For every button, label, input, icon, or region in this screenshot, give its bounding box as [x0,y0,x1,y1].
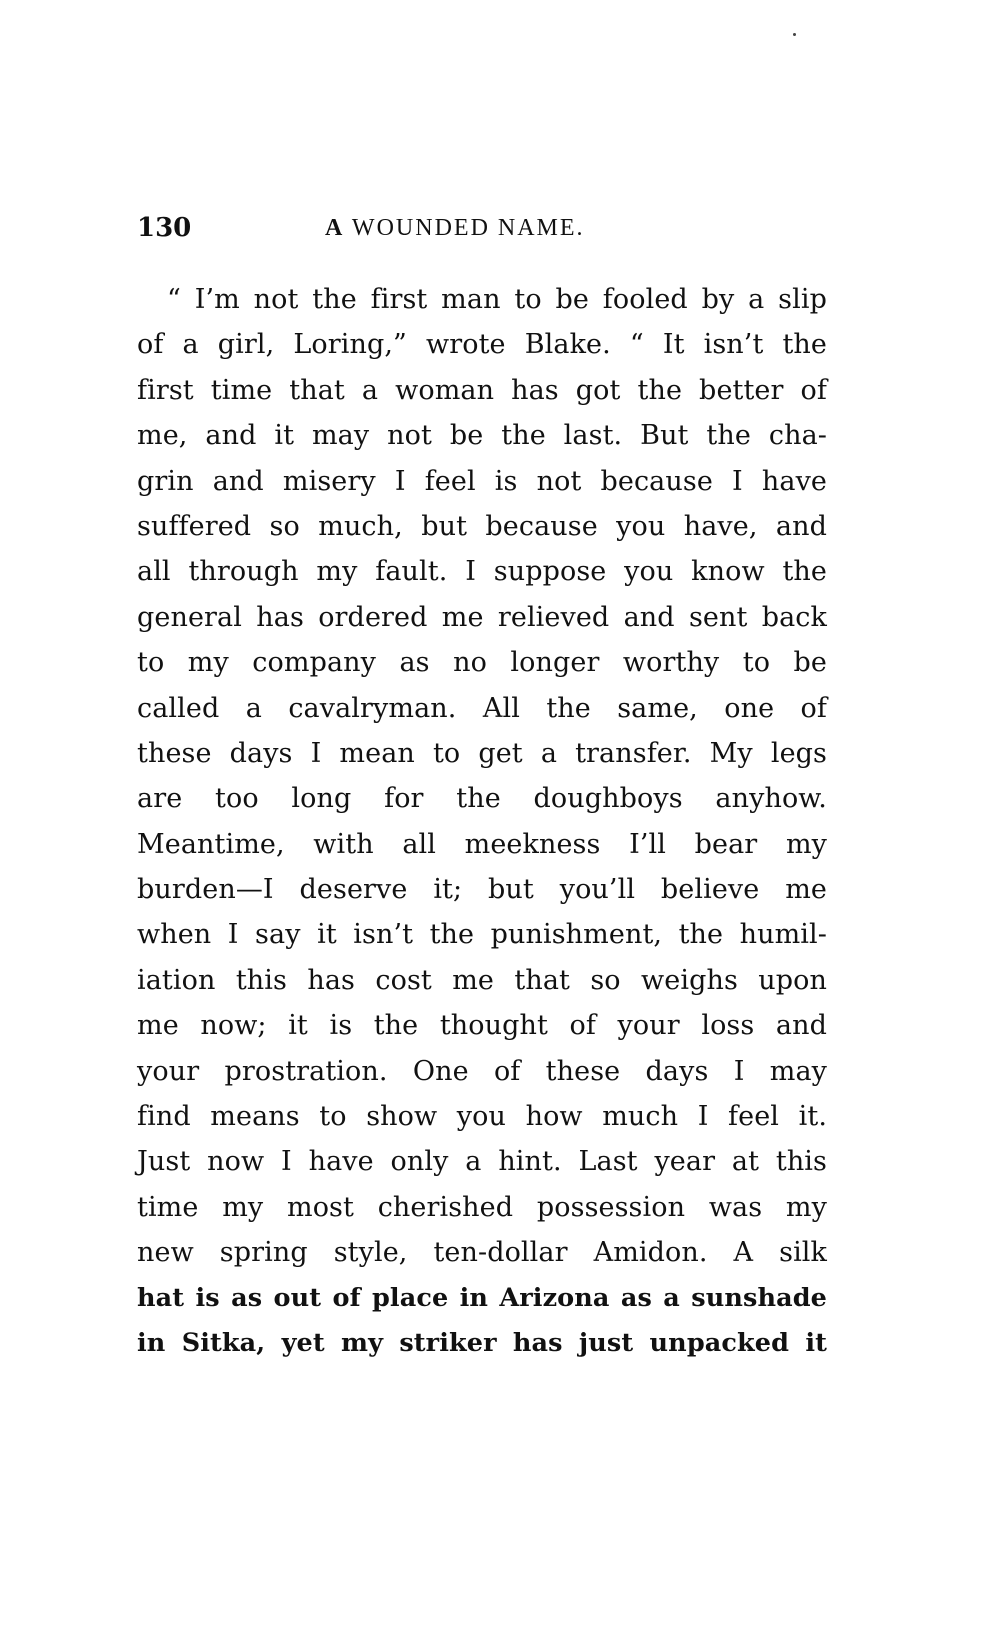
text-line: of a girl, Loring,” wrote Blake. “ It isn’t the [137,329,827,361]
text-line: me now; it is the thought of your loss and [137,1010,827,1042]
paper-speck [793,33,796,36]
text-line: general has ordered me relieved and sent back [137,601,827,633]
text-line: burden—I deserve it; but you’ll believe me [137,874,827,906]
text-line: hat is as out of place in Arizona as a sunshade [137,1282,827,1313]
text-line: iation this has cost me that so weighs upon [137,964,827,996]
text-line: grin and misery I feel is not because I have [137,465,827,497]
page-number: 130 [137,213,192,243]
text-line: Meantime, with all meekness I’ll bear my [137,828,827,860]
text-line: called a cavalryman. All the same, one of [137,692,827,724]
running-head-title: WOUNDED NAME. [351,215,585,241]
text-line: new spring style, ten-dollar Amidon. A silk [137,1237,827,1269]
page-header [137,213,867,253]
text-line: your prostration. One of these days I may [137,1055,827,1087]
text-line: when I say it isn’t the punishment, the humil- [137,919,827,951]
text-line: in Sitka, yet my striker has just unpacked it [137,1327,827,1358]
text-line: find means to show you how much I feel it. [137,1101,827,1133]
body-text [137,277,827,1366]
text-line: “ I’m not the first man to be fooled by a slip [167,284,827,315]
text-line: to my company as no longer worthy to be [137,647,827,679]
text-line: first time that a woman has got the better of [137,374,827,406]
running-head [325,215,585,242]
running-head-initial: A [325,215,345,241]
text-line: time my most cherished possession was my [137,1191,827,1223]
text-line: Just now I have only a hint. Last year at this [137,1146,827,1178]
text-line: all through my fault. I suppose you know the [137,556,827,588]
text-line: these days I mean to get a transfer. My legs [137,737,827,769]
text-line: me, and it may not be the last. But the cha- [137,420,827,452]
text-line: suffered so much, but because you have, and [137,510,827,542]
text-line: are too long for the doughboys anyhow. [137,783,827,815]
